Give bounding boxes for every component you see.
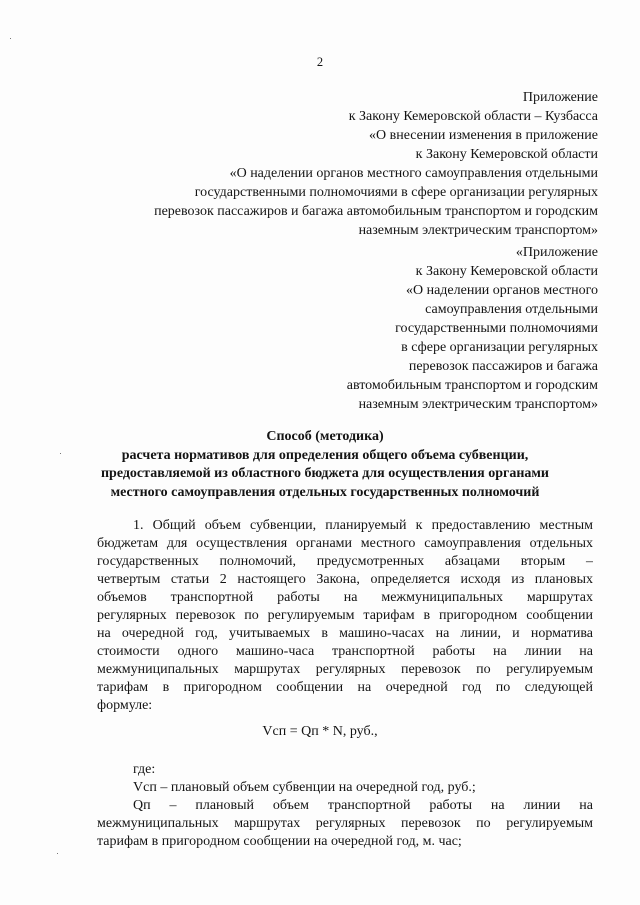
annex-header <box>347 243 598 414</box>
annex-line: «Приложение <box>515 245 598 260</box>
header-line: государственными полномочиями в сфере организации регулярных <box>194 185 598 200</box>
annex-line: перевозок пассажиров и багажа <box>408 359 598 374</box>
header-line: «О внесении изменения в приложение <box>368 128 598 143</box>
header-line: к Закону Кемеровской области – Кузбасса <box>348 109 598 124</box>
title-line: Способ (методика) <box>266 429 384 444</box>
title-line: расчета нормативов для определения общего объема субвенции, <box>121 447 529 463</box>
paragraph-line: формуле: <box>97 698 153 713</box>
header-line: перевозок пассажиров и багажа автомобильным транспортом и городским <box>154 204 598 219</box>
paragraph-line: государственных полномочий, предусмотренных абзацами вторым – <box>97 554 593 569</box>
title-line: местного самоуправления отдельных государственных полномочий <box>110 484 540 500</box>
annex-line: самоуправления отдельными <box>425 302 598 317</box>
page-number: 2 <box>316 55 324 69</box>
annex-line: наземным электрическим транспортом» <box>358 397 598 412</box>
paragraph-line: межмуниципальных маршрутах регулярных перевозок по регулируемым <box>97 662 593 677</box>
paragraph-line: на очередной год, учитываемых в машино-часах на линии, и норматива <box>97 626 593 641</box>
scan-speck <box>10 38 11 39</box>
paragraph-line: четвертым статьи 2 настоящего Закона, определяется исходя из плановых <box>97 572 593 587</box>
header-line: Приложение <box>522 90 598 105</box>
scan-speck <box>57 853 58 854</box>
definition-line: тарифам в пригородном сообщении на очередной год, м. час; <box>97 834 462 849</box>
paragraph-line: бюджетам для осуществления органами местного самоуправления отдельных <box>97 536 593 551</box>
title-line: предоставляемой из областного бюджета для осуществления органами <box>100 466 550 481</box>
formula: Vсп = Qп * N, руб., <box>262 724 378 739</box>
law-appendix-header <box>154 88 598 240</box>
header-line: «О наделении органов местного самоуправления отдельными <box>229 166 598 181</box>
annex-line: «О наделении органов местного <box>405 283 598 298</box>
paragraph-line: стоимости одного машино-часа транспортной работы на линии на <box>97 644 593 659</box>
definition-line: межмуниципальных маршрутах регулярных перевозок по регулируемым <box>97 816 593 831</box>
annex-line: в сфере организации регулярных <box>401 340 598 355</box>
annex-line: государственными полномочиями <box>395 321 598 336</box>
paragraph-line: тарифам в пригородном сообщении на очередной год по следующей <box>97 680 593 695</box>
header-line: наземным электрическим транспортом» <box>358 223 598 238</box>
definition-vsp: Vсп – плановый объем субвенции на очередной год, руб.; <box>133 780 476 795</box>
annex-line: к Закону Кемеровской области <box>415 264 598 279</box>
header-line: к Закону Кемеровской области <box>415 147 598 162</box>
paragraph-line: 1. Общий объем субвенции, планируемый к предоставлению местным <box>133 518 593 533</box>
scan-speck <box>60 453 61 454</box>
where-label: где: <box>133 762 156 777</box>
annex-line: автомобильным транспортом и городским <box>346 378 598 393</box>
paragraph-line: объемов транспортной работы на межмуниципальных маршрутах <box>97 590 593 605</box>
document-title <box>60 428 590 502</box>
paragraph-line: регулярных перевозок по регулируемым тарифам в пригородном сообщении <box>97 608 593 623</box>
definition-line: Qп – плановый объем транспортной работы на линии на <box>133 798 593 813</box>
